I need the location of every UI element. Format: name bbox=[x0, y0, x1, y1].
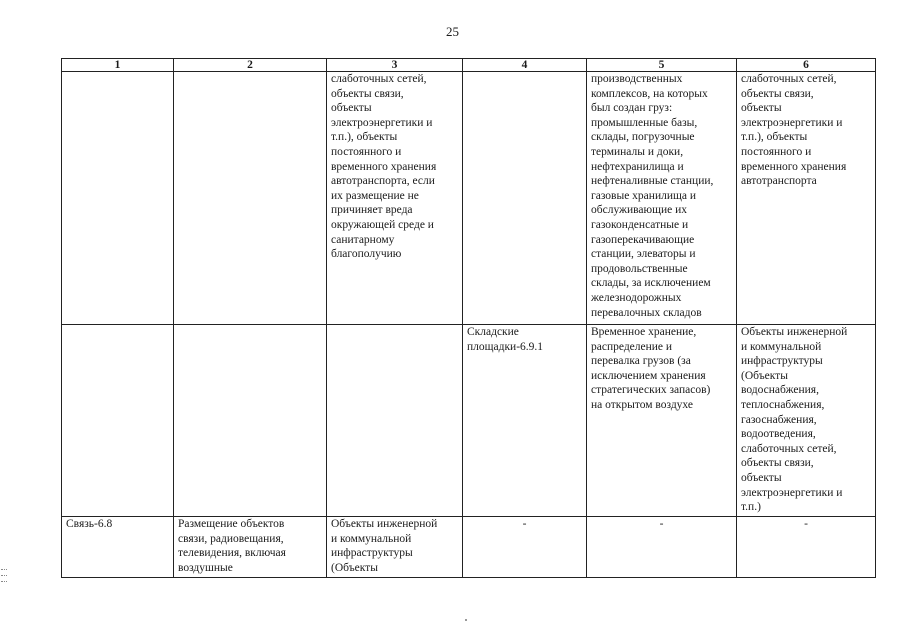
table-cell bbox=[463, 72, 587, 325]
cell-text: - bbox=[522, 518, 527, 530]
table-cell bbox=[587, 517, 737, 578]
table-cell bbox=[174, 72, 327, 325]
column-header-4: 4 bbox=[463, 59, 587, 72]
table-cell bbox=[62, 517, 174, 578]
column-header-2: 2 bbox=[174, 59, 327, 72]
cell-text: Размещение объектов связи, радиовещания, телевидения, включая воздушные bbox=[178, 518, 286, 574]
scan-margin-mark bbox=[1, 581, 7, 582]
table-row bbox=[62, 517, 876, 578]
cell-text: Объекты инженерной и коммунальной инфраструктуры (Объекты водоснабжения, теплоснабжения, газоснабжения, водоотведения, слаботочных сетей, объекты связи, объекты электроэнергетики и т.п.) bbox=[741, 326, 848, 514]
table-cell bbox=[174, 325, 327, 517]
table-cell bbox=[327, 72, 463, 325]
header-row bbox=[62, 59, 876, 72]
table-cell bbox=[62, 325, 174, 517]
cell-text: Складские площадки-6.9.1 bbox=[467, 326, 544, 353]
cell-text: Связь-6.8 bbox=[66, 518, 113, 530]
column-header-5: 5 bbox=[587, 59, 737, 72]
scan-dot bbox=[465, 619, 467, 621]
land-use-table bbox=[61, 58, 876, 578]
table-row bbox=[62, 325, 876, 517]
table-cell bbox=[587, 72, 737, 325]
column-header-1: 1 bbox=[62, 59, 174, 72]
scan-margin-mark bbox=[1, 569, 7, 570]
table-cell bbox=[737, 72, 876, 325]
column-header-6: 6 bbox=[737, 59, 876, 72]
page-number: 25 bbox=[446, 24, 459, 39]
table-cell bbox=[463, 325, 587, 517]
table-cell bbox=[62, 72, 174, 325]
cell-text: слаботочных сетей, объекты связи, объекты электроэнергетики и т.п.), объекты постоянного и временного хранения автотранспорта, если их размещение не причиняет вреда окружающей среде и санитарному благополучию bbox=[331, 73, 437, 261]
table-cell bbox=[737, 517, 876, 578]
column-header-3: 3 bbox=[327, 59, 463, 72]
cell-text: Временное хранение, распределение и перевалка грузов (за исключением хранения стратегических запасов) на открытом воздухе bbox=[591, 326, 711, 411]
cell-text: - bbox=[804, 518, 808, 530]
cell-text: - bbox=[659, 518, 664, 530]
table-row bbox=[62, 72, 876, 325]
table-cell bbox=[327, 517, 463, 578]
cell-text: Объекты инженерной и коммунальной инфраструктуры (Объекты bbox=[331, 518, 438, 574]
table-cell bbox=[327, 325, 463, 517]
cell-text: слаботочных сетей, объекты связи, объекты электроэнергетики и т.п.), объекты постоянного и временного хранения автотранспорта bbox=[741, 73, 847, 188]
table-cell bbox=[737, 325, 876, 517]
scan-margin-mark bbox=[1, 575, 7, 576]
table-cell bbox=[463, 517, 587, 578]
cell-text: производственных комплексов, на которых был создан груз: промышленные базы, склады, погрузочные терминалы и доки, нефтехранилища и нефтеналивные станции, газовые хранилища и обслуживающие их газоконденсатные и газоперекачивающие станции, элеваторы и продовольственные склады, за исключением железнодорожных перевалочных складов bbox=[591, 73, 714, 319]
table-cell bbox=[174, 517, 327, 578]
table-cell bbox=[587, 325, 737, 517]
